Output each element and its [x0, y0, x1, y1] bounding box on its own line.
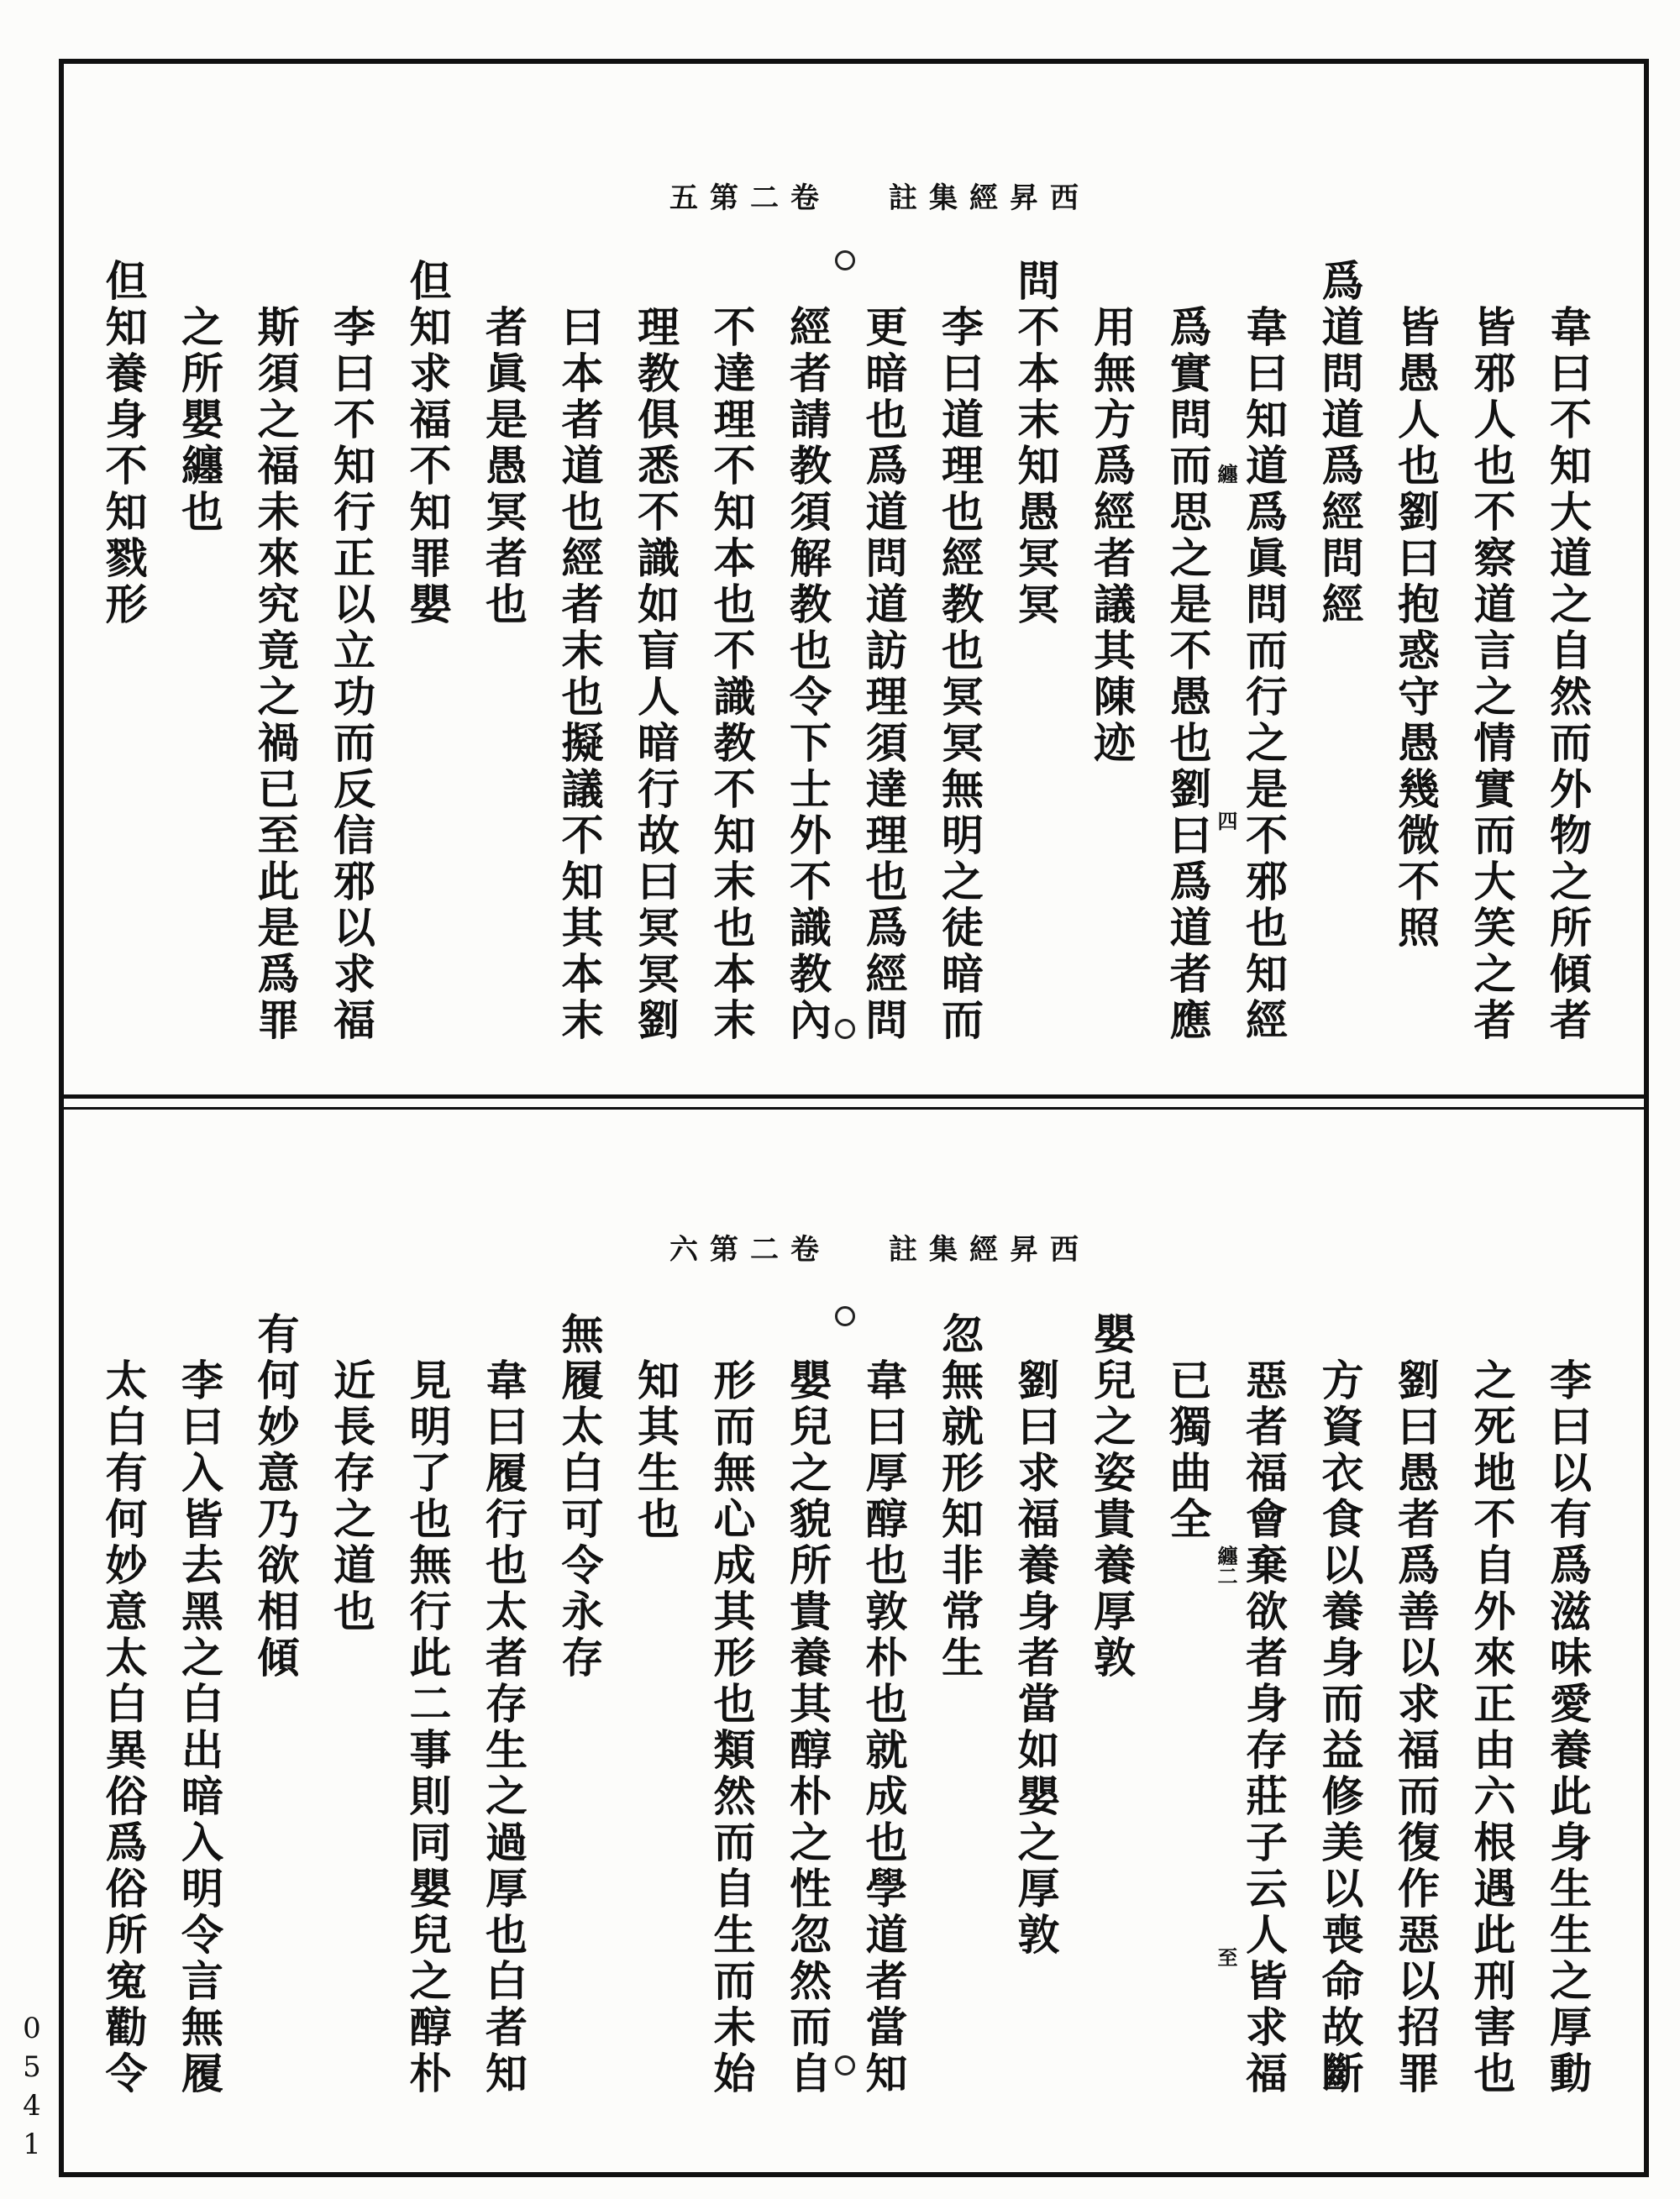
- scripture-column: 忽無就形知非常生: [935, 1312, 984, 1682]
- commentary-column: 劉曰求福養身者當如嬰之厚敦: [1011, 1358, 1061, 1959]
- scripture-column: 但知求福不知罪嬰: [402, 259, 453, 628]
- circle-mark: [835, 2055, 855, 2076]
- commentary-column: 嬰兒之貌所貴養其醇朴之性忽然而自: [783, 1358, 832, 2097]
- commentary-column: 李曰入皆去黑之白出暗入明令言無履: [175, 1358, 224, 2097]
- commentary-column: 更暗也爲道問道訪理須達理也爲經問: [858, 305, 909, 1044]
- scripture-column: 無履太白可令永存: [554, 1312, 605, 1682]
- commentary-column: 皆邪人也不察道言之情實而大笑之者: [1467, 305, 1517, 1044]
- commentary-column: 李曰以有爲滋味愛養此身生生之厚動: [1543, 1358, 1593, 2097]
- commentary-column: 者眞是愚冥者也: [479, 305, 528, 628]
- margin-note: 纏二: [1214, 1546, 1238, 1586]
- circle-mark: [835, 1019, 855, 1039]
- scripture-column: 有何妙意乃欲相傾: [250, 1312, 301, 1682]
- commentary-column: 韋曰不知大道之自然而外物之所傾者: [1543, 305, 1593, 1044]
- commentary-column: 見明了也無行此二事則同嬰兒之醇朴: [402, 1358, 453, 2097]
- commentary-column: 之所嬰纏也: [175, 305, 224, 536]
- commentary-column: 韋曰履行也太者存生之過厚也白者知: [479, 1358, 528, 2097]
- circle-mark: [835, 1306, 855, 1326]
- commentary-column: 近長存之道也: [327, 1358, 376, 1635]
- margin-note: 至: [1214, 1947, 1238, 1967]
- commentary-column: 斯須之福未來究竟之禍已至此是爲罪: [250, 305, 301, 1044]
- commentary-column: 太白有何妙意太白異俗爲俗所寃勸令: [98, 1358, 149, 2097]
- scripture-column: 但知養身不知戮形: [98, 259, 149, 628]
- commentary-column: 曰本者道也經者末也擬議不知其本末: [554, 305, 605, 1044]
- commentary-column: 用無方爲經者議其陳迹: [1087, 305, 1137, 767]
- commentary-column: 皆愚人也劉曰抱惑守愚幾微不照: [1391, 305, 1441, 952]
- scripture-column: 問不本末知愚冥冥: [1011, 259, 1061, 628]
- running-title: 西昇經集註: [889, 181, 1090, 215]
- commentary-column: 經者請教須解教也令下士外不識教內: [783, 305, 832, 1044]
- commentary-column: 李曰道理也經教也冥冥無明之徒暗而: [935, 305, 984, 1044]
- commentary-column: 之死地不自外來正由六根遇此刑害也: [1467, 1358, 1517, 2097]
- commentary-column: 方資衣食以養身而益修美以喪命故斷: [1315, 1358, 1365, 2097]
- commentary-column: 韋曰厚醇也敦朴也就成也學道者當知: [858, 1358, 909, 2097]
- margin-note: 纏: [1214, 464, 1238, 484]
- circle-mark: [835, 250, 855, 270]
- commentary-column: 知其生也: [631, 1358, 680, 1543]
- scripture-column: 爲道問道爲經問經: [1315, 259, 1365, 628]
- commentary-column: 劉曰愚者爲善以求福而復作惡以招罪: [1391, 1358, 1441, 2097]
- commentary-column: 爲實問而思之是不愚也劉曰爲道者應: [1163, 305, 1213, 1044]
- commentary-column: 李曰不知行正以立功而反信邪以求福: [327, 305, 376, 1044]
- commentary-column: 韋曰知道爲眞問而行之是不邪也知經: [1239, 305, 1289, 1044]
- page-number: 0541: [15, 2012, 49, 2166]
- margin-note: 四: [1214, 811, 1238, 831]
- panel-divider: [59, 1094, 1649, 1110]
- chapter-label: 卷二第六: [669, 1233, 831, 1267]
- commentary-column: 不達理不知本也不識教不知末也本末: [706, 305, 757, 1044]
- commentary-column: 已獨曲全: [1163, 1358, 1213, 1543]
- commentary-column: 惡者福會棄欲者身存莊子云人皆求福: [1239, 1358, 1289, 2097]
- chapter-label: 卷二第五: [669, 181, 831, 215]
- scripture-column: 嬰兒之姿貴養厚敦: [1087, 1312, 1137, 1682]
- commentary-column: 形而無心成其形也類然而自生而未始: [706, 1358, 757, 2097]
- commentary-column: 理教俱悉不識如盲人暗行故曰冥冥劉: [631, 305, 680, 1044]
- running-title: 西昇經集註: [889, 1233, 1090, 1267]
